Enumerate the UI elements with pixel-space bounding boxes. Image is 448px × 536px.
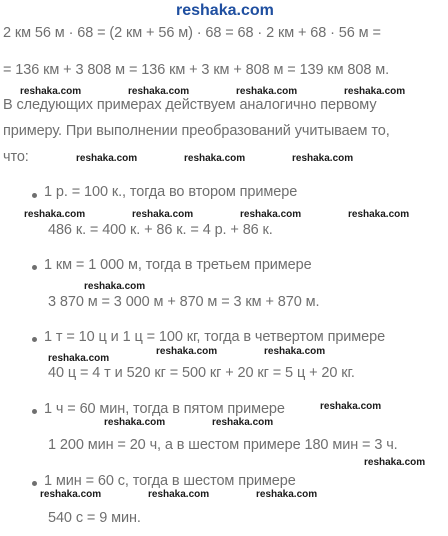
watermark: reshaka.com: [348, 209, 410, 220]
watermark: reshaka.com: [20, 86, 82, 97]
watermark: reshaka.com: [236, 86, 298, 97]
watermark: reshaka.com: [24, 209, 86, 220]
text-line-3: В следующих примерах действуем аналогично первому: [3, 97, 377, 113]
watermark: reshaka.com: [292, 153, 354, 164]
watermark: reshaka.com: [240, 209, 302, 220]
watermark: reshaka.com: [256, 489, 318, 500]
bullet-1: [32, 193, 37, 198]
item-5-rule: 1 мин = 60 с, тогда в шестом примере: [44, 473, 296, 489]
watermark: reshaka.com: [76, 153, 138, 164]
watermark: reshaka.com: [320, 401, 382, 412]
item-1-calc: 486 к. = 400 к. + 86 к. = 4 р. + 86 к.: [48, 222, 273, 238]
watermark: reshaka.com: [84, 281, 146, 292]
watermark: reshaka.com: [212, 417, 274, 428]
watermark-top: reshaka.com: [176, 2, 274, 19]
item-1-rule: 1 р. = 100 к., тогда во втором примере: [44, 184, 298, 200]
text-line-2: = 136 км + 3 808 м = 136 км + 3 км + 808 м = 139 км 808 м.: [3, 62, 390, 78]
watermark: reshaka.com: [132, 209, 194, 220]
watermark: reshaka.com: [264, 346, 326, 357]
item-3-calc: 40 ц = 4 т и 520 кг = 500 кг + 20 кг = 5 ц + 20 кг.: [48, 365, 355, 381]
bullet-3: [32, 337, 37, 342]
watermark: reshaka.com: [104, 417, 166, 428]
bullet-2: [32, 265, 37, 270]
text-line-1: 2 км 56 м · 68 = (2 км + 56 м) · 68 = 68 · 2 км + 68 · 56 м =: [3, 25, 381, 41]
bullet-5: [32, 481, 37, 486]
watermark: reshaka.com: [40, 489, 102, 500]
watermark: reshaka.com: [344, 86, 406, 97]
watermark: reshaka.com: [148, 489, 210, 500]
item-4-calc: 1 200 мин = 20 ч, а в шестом примере 180 мин = 3 ч.: [48, 437, 398, 453]
item-2-calc: 3 870 м = 3 000 м + 870 м = 3 км + 870 м.: [48, 294, 320, 310]
item-4-rule: 1 ч = 60 мин, тогда в пятом примере: [44, 401, 285, 417]
bullet-4: [32, 409, 37, 414]
watermark: reshaka.com: [128, 86, 190, 97]
item-2-rule: 1 км = 1 000 м, тогда в третьем примере: [44, 257, 312, 273]
watermark: reshaka.com: [364, 457, 426, 468]
watermark: reshaka.com: [184, 153, 246, 164]
watermark: reshaka.com: [48, 353, 110, 364]
text-line-5: что:: [3, 149, 29, 165]
text-line-4: примеру. При выполнении преобразований учитываем то,: [3, 123, 390, 139]
watermark: reshaka.com: [156, 346, 218, 357]
item-5-calc: 540 с = 9 мин.: [48, 510, 141, 526]
item-3-rule: 1 т = 10 ц и 1 ц = 100 кг, тогда в четвертом примере: [44, 329, 386, 345]
